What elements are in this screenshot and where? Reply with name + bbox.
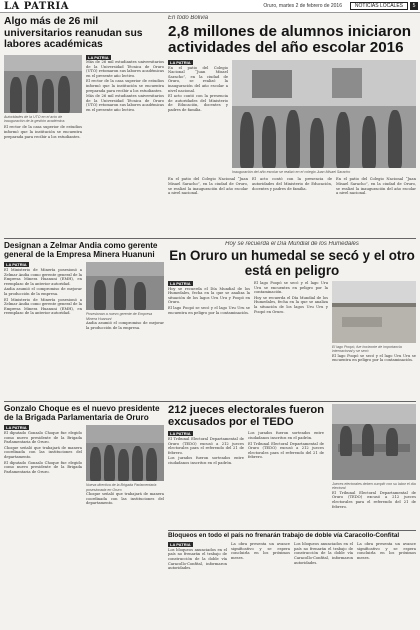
huanuni-photo-caption: Posesionan a nuevo gerente de Empresa Minera Huanuni xyxy=(86,312,153,321)
masthead xyxy=(0,0,420,13)
story-university xyxy=(4,16,164,236)
story-electoral-judges-paragraph: Los jurados fueron sorteados entre ciudadanos inscritos en el padrón. xyxy=(248,431,324,440)
story-school-year-paragraph: El acto contó con la presencia de autoridades del Ministerio de Educación, docentes y padres de familia. xyxy=(252,177,332,191)
huanuni-photo xyxy=(86,262,164,310)
story-wetlands-paragraph: Hoy se recuerda el Día Mundial de los Humedales, fecha en la que se analiza la situación de los lagos Uru Uru y Poopó en Oruro. xyxy=(254,295,328,314)
university-photo-caption: Autoridades de la UTO en el acto de inauguración de la gestión académica. xyxy=(4,114,66,123)
story-huanuni-tag: LA PATRIA xyxy=(6,262,27,268)
story-electoral-judges-headline: 212 jueces electorales fueron excusados por el TEDO xyxy=(168,404,325,429)
story-huanuni-paragraph: El Ministerio de Minería posesionó a Zelmar Andia como gerente general de la Empresa Minera Huanuni (EMH), en reemplazo de la anterior autoridad. xyxy=(4,268,82,286)
story-huanuni-headline: Designan a Zelmar Andia como gerente general de la Empresa Minera Huanuni xyxy=(4,241,158,260)
story-school-year xyxy=(168,15,416,235)
story-university-paragraph: El rector de la casa superior de estudios informó que la institución se encuentra preparada para recibir a los estudiantes. xyxy=(86,79,164,93)
lake-poopo-caption: El lago Poopó, fue horizonte de importancia internacional y se secó xyxy=(332,345,402,354)
story-road-blockades-tag: LA PATRIA xyxy=(170,542,191,548)
story-road-blockades-paragraph: La obra presenta un avance significativo y se espera concluirla en los próximos meses. xyxy=(357,542,416,560)
story-brigade-paragraph: El diputado Gonzalo Choque fue elegido como nuevo presidente de la Brigada Parlamentaria de Oruro. xyxy=(4,431,82,445)
story-huanuni-paragraph: Andia asumió el compromiso de mejorar la producción de la empresa. xyxy=(4,287,82,296)
story-wetlands-tag: LA PATRIA xyxy=(170,281,191,286)
story-university-paragraph: El rector de la casa superior de estudios informó que la institución se encuentra preparada para recibir a los estudiantes. xyxy=(4,125,82,139)
story-school-year-paragraph: En el patio del Colegio Nacional “Juan Misael Saracho”, en la ciudad de Oruro, se realizó la inauguración del año escolar a nivel nacional. xyxy=(336,177,416,196)
story-wetlands-paragraph: El lago Poopó se secó y el lago Uru Uru se encuentra en peligro por la contaminación. xyxy=(254,281,328,295)
story-wetlands-paragraph: El lago Poopó se secó y el lago Uru Uru se encuentra en peligro por la contaminación. xyxy=(168,305,250,315)
story-brigade-paragraph: El diputado Gonzalo Choque fue elegido como nuevo presidente de la Brigada Parlamentaria de Oruro. xyxy=(4,460,82,474)
story-road-blockades-headline: Bloqueos en todo el país no frenarán trabajo de doble vía Caracollo-Confital xyxy=(168,532,400,539)
story-road-blockades xyxy=(168,532,416,628)
story-electoral-judges-paragraph: El Tribunal Electoral Departamental de Oruro (TEDO) excusó a 212 jueces electorales para el referendo del 21 de febrero. xyxy=(332,490,416,509)
story-school-year-paragraph: En el patio del Colegio Nacional “Juan Misael Saracho”, en la ciudad de Oruro, se realizó la inauguración del año escolar a nivel nacional. xyxy=(168,65,228,93)
story-brigade xyxy=(4,404,164,568)
story-school-year-headline: 2,8 millones de alumnos iniciaron actividades del año escolar 2016 xyxy=(168,23,412,56)
story-road-blockades-paragraph: Los bloqueos anunciados en el país no frenarán el trabajo de construcción de la doble vía Caracollo-Confital, informaron autoridades. xyxy=(168,547,227,571)
story-school-year-tag: LA PATRIA xyxy=(170,60,191,65)
story-road-blockades-paragraph: Los bloqueos anunciados en el país no frenarán el trabajo de construcción de la doble vía Caracollo-Confital, informaron autoridades. xyxy=(294,542,353,565)
story-huanuni xyxy=(4,241,164,399)
story-wetlands-headline: En Oruro un humedal se secó y el otro está en peligro xyxy=(169,248,415,278)
school-ceremony-photo xyxy=(232,60,416,168)
story-huanuni-paragraph: Andia asumió el compromiso de mejorar la producción de la empresa. xyxy=(86,321,164,330)
section-label: NOTICIAS LOCALES xyxy=(350,2,408,10)
story-school-year-paragraph: En el patio del Colegio Nacional “Juan Misael Saracho”, en la ciudad de Oruro, se realizó la inauguración del año escolar a nivel nacional. xyxy=(168,177,248,196)
story-university-tag: LA PATRIA xyxy=(88,54,109,60)
story-huanuni-paragraph: El Ministerio de Minería posesionó a Zelmar Andia como gerente general de la Empresa Minera Huanuni (EMH), en reemplazo de la anterior autoridad. xyxy=(4,297,82,316)
story-electoral-judges-paragraph: El Tribunal Electoral Departamental de Oruro (TEDO) excusó a 212 jueces electorales para el referendo del 21 de febrero. xyxy=(168,437,244,455)
story-brigade-headline: Gonzalo Choque es el nuevo presidente de la Brigada Parlamentaria de Oruro xyxy=(4,404,160,423)
story-wetlands xyxy=(168,241,416,399)
story-wetlands-paragraph: El lago Poopó se secó y el lago Uru Uru se encuentra en peligro por la contaminación. xyxy=(332,353,416,363)
story-university-paragraph: Más de 26 mil estudiantes universitarios de la Universidad Técnica de Oruro (UTO) retomaron sus labores académicas en el presente año lectivo. xyxy=(86,60,164,78)
dateline: Oruro, martes 2 de febrero de 2016 xyxy=(263,3,342,9)
story-university-headline: Algo más de 26 mil universitarios reanudan sus labores académicas xyxy=(4,16,143,50)
school-ceremony-caption: Inauguración del año escolar se realizó en el colegio Juan Misael Saracho xyxy=(232,170,351,174)
story-brigade-tag: LA PATRIA xyxy=(6,425,27,431)
story-university-paragraph: Más de 26 mil estudiantes universitarios de la Universidad Técnica de Oruro (UTO) retomaron sus labores académicas en el presente año lectivo. xyxy=(86,94,164,113)
story-road-blockades-paragraph: La obra presenta un avance significativo y se espera concluirla en los próximos meses. xyxy=(231,542,290,560)
story-electoral-judges-paragraph: El Tribunal Electoral Departamental de Oruro (TEDO) excusó a 212 jueces electorales para el referendo del 21 de febrero. xyxy=(248,441,324,460)
university-photo xyxy=(4,55,82,113)
story-brigade-paragraph: Choque señaló que trabajará de manera coordinada con las instituciones del departamento. xyxy=(86,492,164,506)
story-electoral-judges-paragraph: Los jurados fueron sorteados entre ciudadanos inscritos en el padrón. xyxy=(168,456,244,465)
electoral-judges-photo xyxy=(332,404,416,480)
page-number: 5 xyxy=(410,2,418,10)
story-electoral-judges-tag: LA PATRIA xyxy=(170,431,191,437)
brigade-photo-caption: Nueva directiva de la Brigada Parlamentaria posesionada en Oruro xyxy=(86,483,157,492)
brigade-photo xyxy=(86,425,164,481)
story-school-year-paragraph: El acto contó con la presencia de autoridades del Ministerio de Educación, docentes y padres de familia. xyxy=(168,94,228,112)
newspaper-logo: LA PATRIA xyxy=(4,1,69,12)
story-brigade-paragraph: Choque señaló que trabajará de manera coordinada con las instituciones del departamento. xyxy=(4,445,82,459)
lake-poopo-photo xyxy=(332,281,416,343)
electoral-judges-caption: Jueces electorales deben cumplir con su labor el día electoral xyxy=(332,482,416,491)
story-wetlands-paragraph: Hoy se recuerda el Día Mundial de los Humedales, fecha en la que se analiza la situación de los lagos Uru Uru y Poopó en Oruro. xyxy=(168,286,250,305)
story-school-year-kicker: En todo Bolivia xyxy=(168,15,209,21)
story-electoral-judges xyxy=(168,404,416,528)
story-wetlands-kicker: Hoy se recuerda el Día Mundial de los Humedales xyxy=(225,241,359,247)
